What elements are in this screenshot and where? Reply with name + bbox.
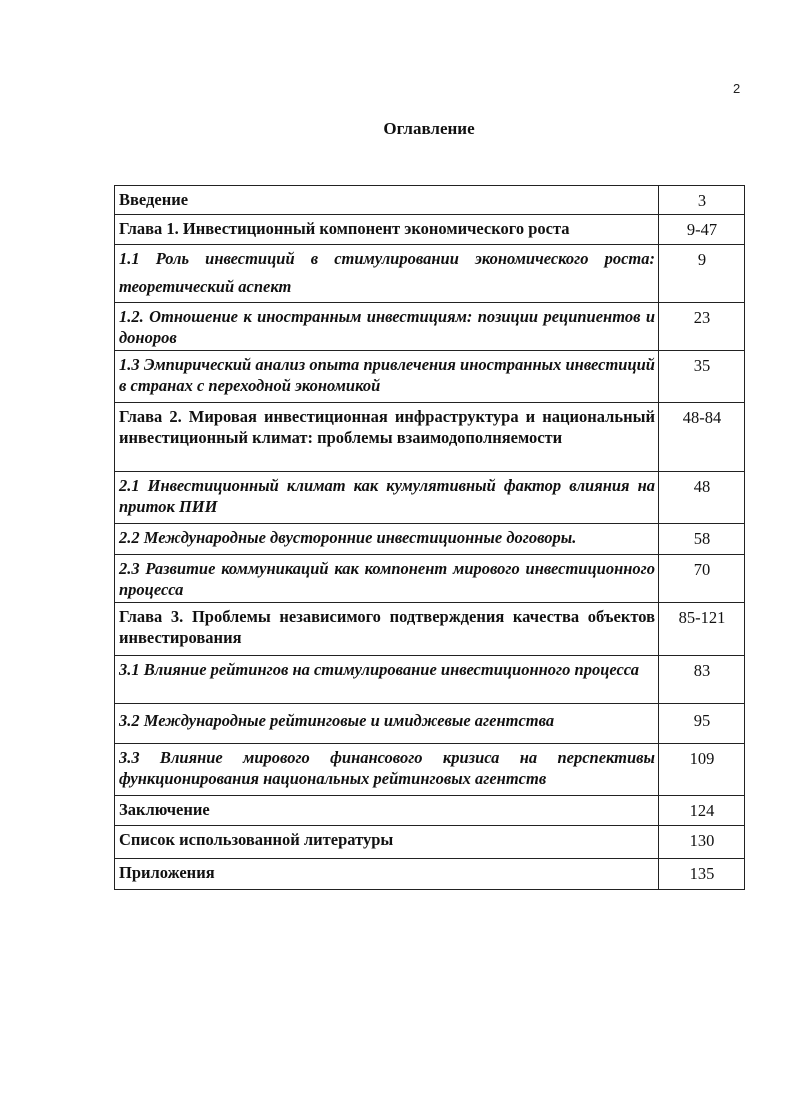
toc-entry-title: Глава 2. Мировая инвестиционная инфраструктура и национальный инвестиционный климат: проблемы взаимодополняемости (115, 403, 659, 472)
toc-entry-page: 109 (659, 744, 745, 796)
toc-entry-page: 95 (659, 704, 745, 744)
toc-entry-title: 1.2. Отношение к иностранным инвестициям: позиции реципиентов и доноров (115, 303, 659, 351)
toc-entry-title: Глава 3. Проблемы независимого подтверждения качества объектов инвестирования (115, 603, 659, 656)
toc-entry-page: 58 (659, 524, 745, 555)
toc-entry-page: 85-121 (659, 603, 745, 656)
toc-row-section-2-2 (115, 524, 745, 555)
toc-entry-title: Приложения (115, 859, 659, 890)
toc-row-conclusion (115, 796, 745, 826)
toc-row-section-2-1 (115, 472, 745, 524)
toc-entry-title: 2.2 Международные двусторонние инвестиционные договоры. (115, 524, 659, 555)
toc-entry-page: 9 (659, 245, 745, 303)
toc-entry-page: 3 (659, 186, 745, 215)
toc-entry-page: 48-84 (659, 403, 745, 472)
toc-entry-page: 9-47 (659, 215, 745, 245)
toc-entry-title: 2.1 Инвестиционный климат как кумулятивный фактор влияния на приток ПИИ (115, 472, 659, 524)
toc-entry-title: 3.3 Влияние мирового финансового кризиса на перспективы функционирования национальных рейтинговых агентств (115, 744, 659, 796)
toc-entry-title: Введение (115, 186, 659, 215)
toc-entry-page: 83 (659, 656, 745, 704)
page-number: 2 (733, 81, 741, 96)
toc-row-section-3-3 (115, 744, 745, 796)
toc-row-section-1-1 (115, 245, 745, 303)
toc-row-chapter-3 (115, 603, 745, 656)
toc-entry-page: 124 (659, 796, 745, 826)
toc-entry-title: Список использованной литературы (115, 826, 659, 859)
toc-entry-title: 3.2 Международные рейтинговые и имиджевые агентства (115, 704, 659, 744)
toc-entry-page: 135 (659, 859, 745, 890)
toc-row-bibliography (115, 826, 745, 859)
toc-body (115, 186, 745, 890)
toc-row-section-3-1 (115, 656, 745, 704)
toc-row-introduction (115, 186, 745, 215)
toc-entry-page: 130 (659, 826, 745, 859)
toc-row-chapter-1 (115, 215, 745, 245)
toc-entry-title: 3.1 Влияние рейтингов на стимулирование инвестиционного процесса (115, 656, 659, 704)
toc-entry-title: 1.3 Эмпирический анализ опыта привлечения иностранных инвестиций в странах с переходной экономикой (115, 351, 659, 403)
toc-entry-page: 48 (659, 472, 745, 524)
page-title: Оглавление (383, 119, 475, 138)
toc-entry-page: 35 (659, 351, 745, 403)
toc-row-section-3-2 (115, 704, 745, 744)
toc-row-section-1-2 (115, 303, 745, 351)
toc-row-appendices (115, 859, 745, 890)
toc-entry-title: 2.3 Развитие коммуникаций как компонент мирового инвестиционного процесса (115, 555, 659, 603)
toc-entry-title: Заключение (115, 796, 659, 826)
toc-row-section-2-3 (115, 555, 745, 603)
table-of-contents (114, 185, 745, 890)
toc-entry-title: 1.1 Роль инвестиций в стимулировании экономического роста: теоретический аспект (115, 245, 659, 303)
toc-row-section-1-3 (115, 351, 745, 403)
toc-entry-title: Глава 1. Инвестиционный компонент экономического роста (115, 215, 659, 245)
toc-row-chapter-2 (115, 403, 745, 472)
toc-entry-page: 23 (659, 303, 745, 351)
toc-entry-page: 70 (659, 555, 745, 603)
